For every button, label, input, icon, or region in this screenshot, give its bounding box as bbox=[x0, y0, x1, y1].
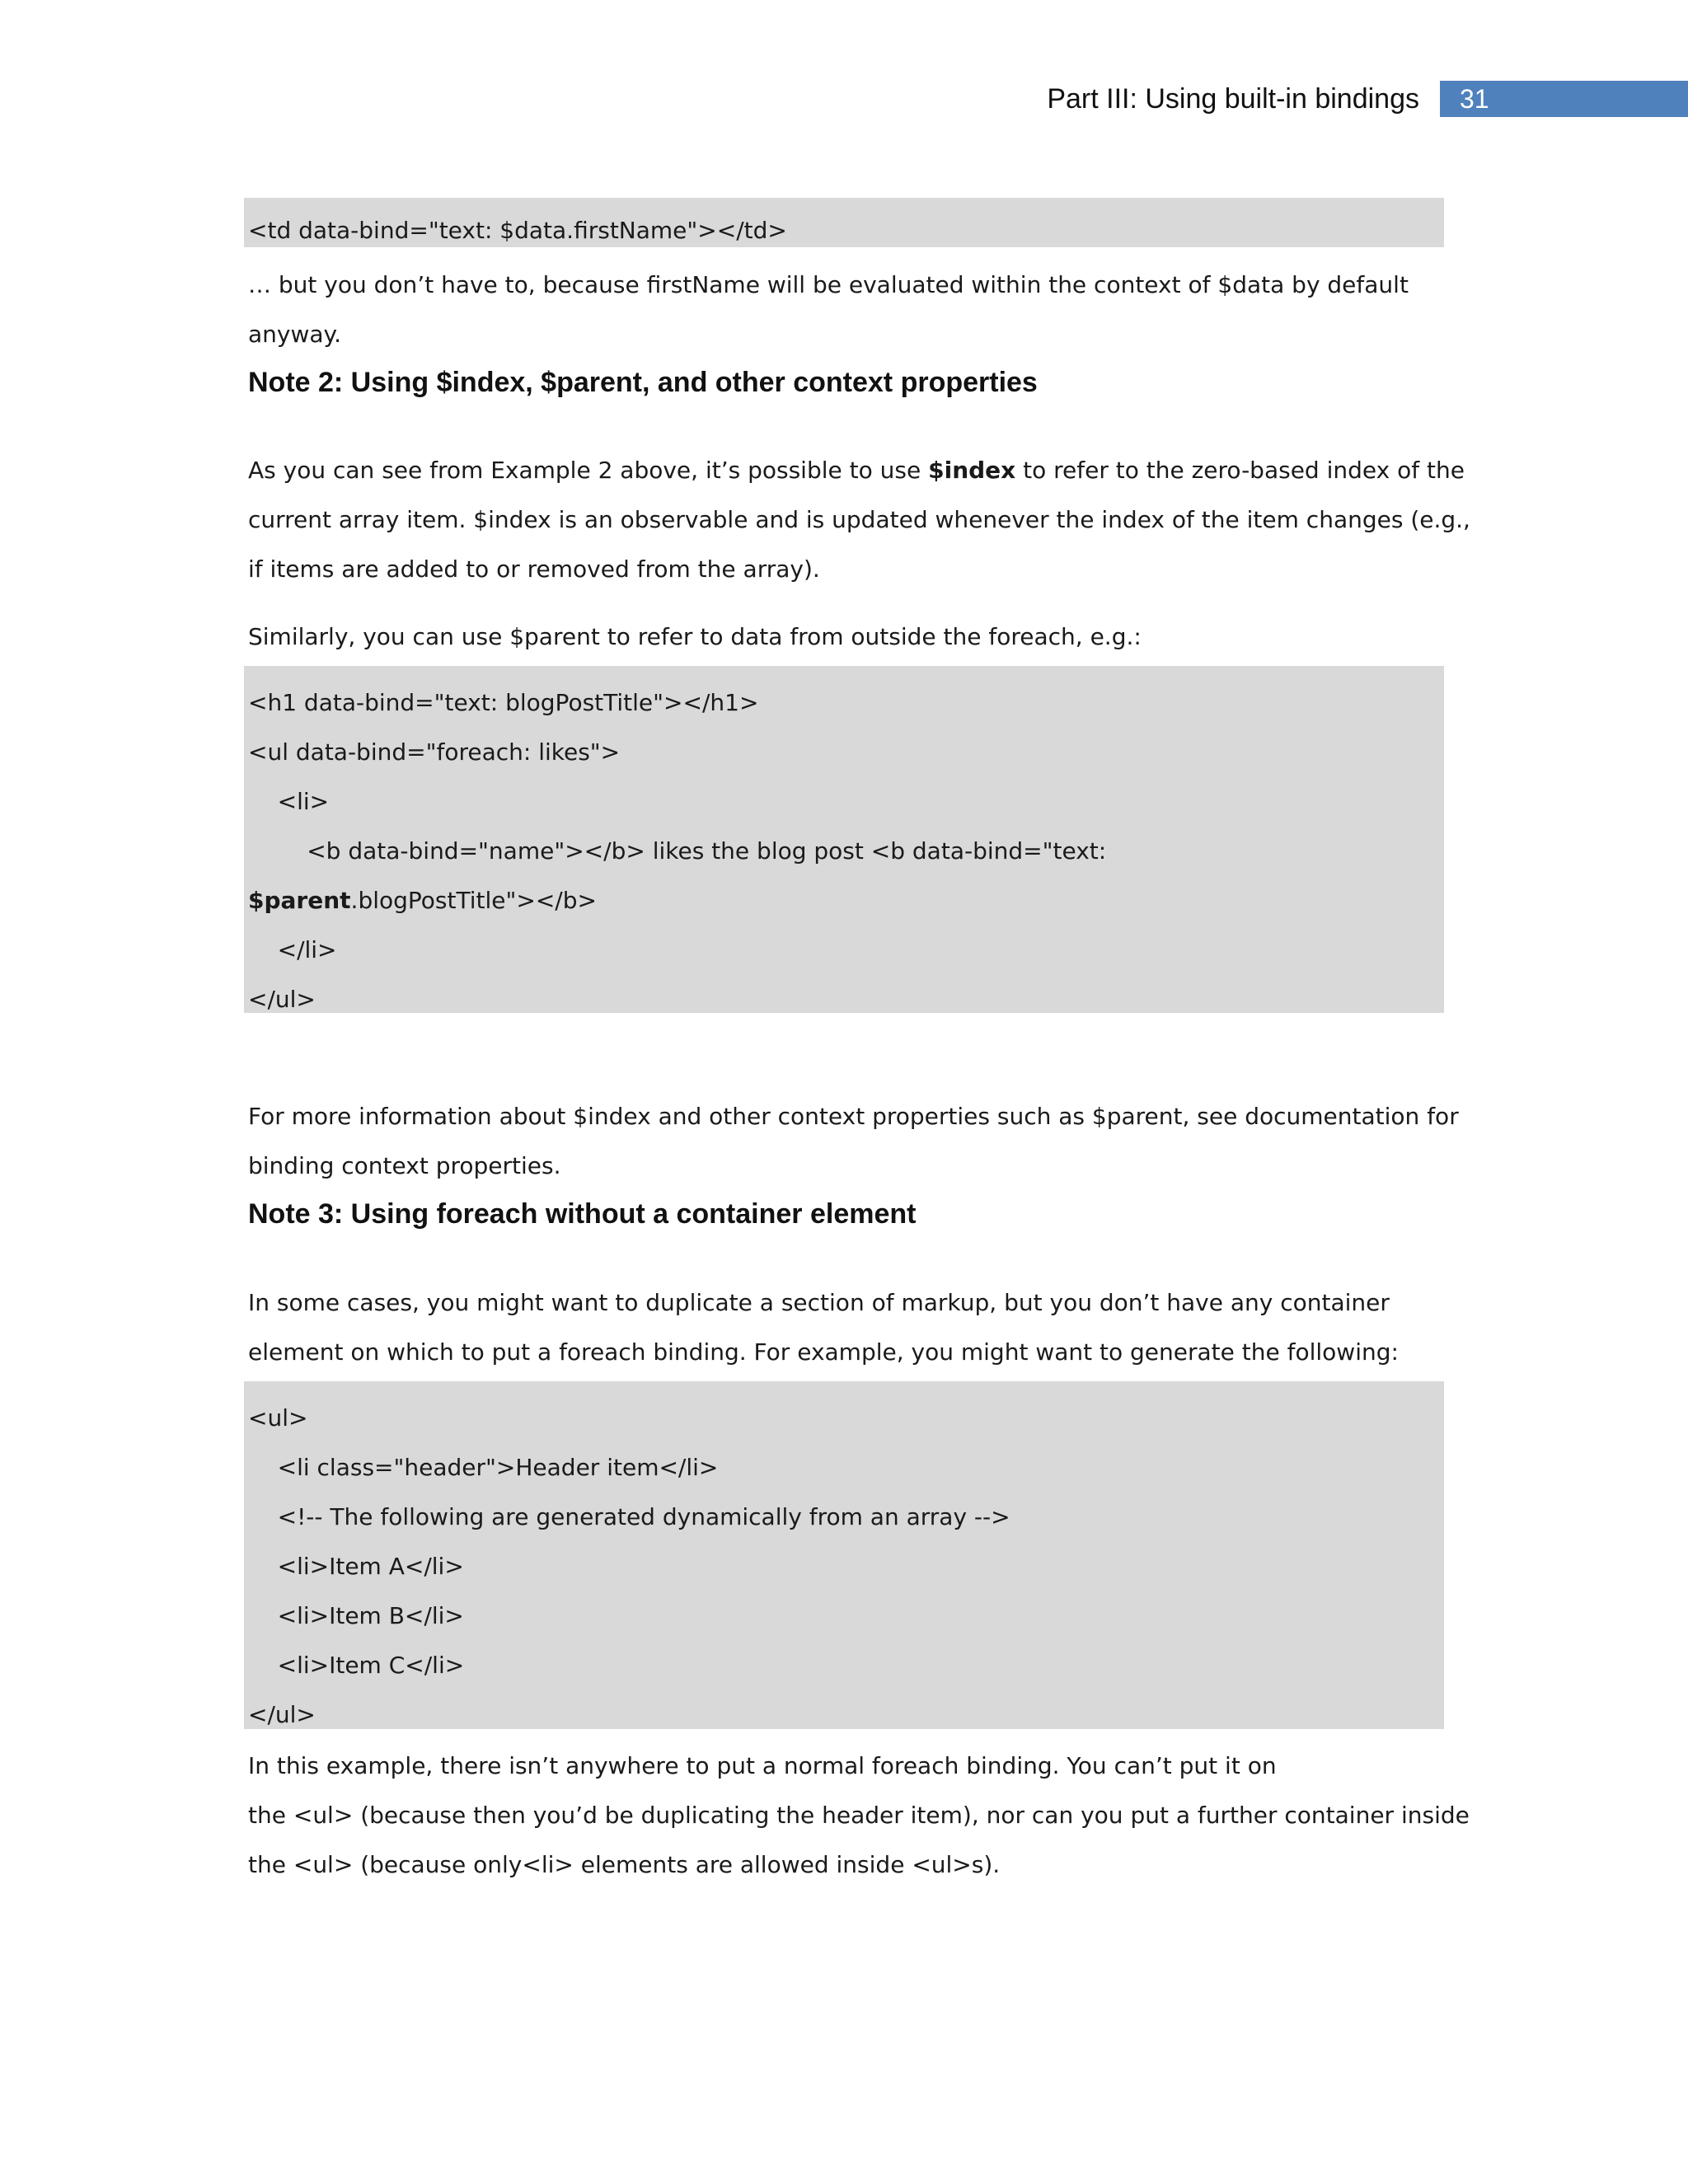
paragraph-line: In this example, there isn’t anywhere to put a normal foreach binding. You can’t put it on bbox=[248, 1752, 1277, 1779]
index-keyword: $index bbox=[928, 457, 1016, 484]
paragraph-line: current array item. $index is an observable and is updated whenever the index of the item changes (e.g., bbox=[248, 506, 1470, 533]
paragraph-text: to refer to the zero-based index of the bbox=[1015, 457, 1465, 484]
paragraph-container bbox=[244, 1286, 1444, 1369]
paragraph-line: … but you don’t have to, because firstName will be evaluated within the context of $data by default bbox=[248, 271, 1409, 298]
code-line: </ul> bbox=[248, 1701, 316, 1728]
note3-heading: Note 3: Using foreach without a container element bbox=[248, 1198, 917, 1230]
paragraph-line: For more information about $index and other context properties such as $parent, see documentation for bbox=[248, 1103, 1459, 1130]
paragraph-line: binding context properties. bbox=[248, 1152, 561, 1179]
paragraph-no-container bbox=[244, 1750, 1470, 1882]
page-number: 31 bbox=[1460, 84, 1489, 114]
code-line bbox=[248, 884, 597, 917]
code-line: <!-- The following are generated dynamically from an array --> bbox=[248, 1503, 1010, 1530]
code-line: <ul> bbox=[248, 1404, 308, 1432]
code-block-td bbox=[244, 198, 1444, 247]
parent-keyword: $parent bbox=[248, 887, 351, 914]
code-text: .blogPostTitle"></b> bbox=[350, 887, 597, 914]
code-line: <b data-bind="name"></b> likes the blog post <b data-bind="text: bbox=[248, 837, 1107, 865]
paragraph-line: Similarly, you can use $parent to refer to data from outside the foreach, e.g.: bbox=[248, 623, 1142, 650]
code-line: <li> bbox=[248, 788, 330, 815]
paragraph-line bbox=[248, 454, 1465, 487]
page-number-bar bbox=[1440, 81, 1688, 117]
code-line: <td data-bind="text: $data.firstName"></td> bbox=[248, 217, 787, 244]
paragraph-text: As you can see from Example 2 above, it’s possible to use bbox=[248, 457, 929, 484]
code-line: <li class="header">Header item</li> bbox=[248, 1454, 719, 1481]
code-line: </li> bbox=[248, 936, 337, 963]
code-line: <h1 data-bind="text: blogPostTitle"></h1> bbox=[248, 689, 759, 716]
paragraph-line: element on which to put a foreach binding. For example, you might want to generate the following: bbox=[248, 1338, 1399, 1366]
paragraph-parent bbox=[244, 621, 1444, 654]
code-block-list bbox=[244, 1381, 1444, 1729]
header-title: Part III: Using built-in bindings bbox=[1047, 83, 1419, 115]
code-line: <ul data-bind="foreach: likes"> bbox=[248, 738, 621, 766]
paragraph-line: the <ul> (because only<li> elements are allowed inside <ul>s). bbox=[248, 1851, 1001, 1878]
paragraph-firstname bbox=[244, 269, 1444, 351]
note2-heading: Note 2: Using $index, $parent, and other context properties bbox=[248, 367, 1038, 398]
paragraph-line: the <ul> (because then you’d be duplicating the header item), nor can you put a further container inside bbox=[248, 1802, 1470, 1829]
code-line: <li>Item B</li> bbox=[248, 1602, 464, 1629]
page-header bbox=[0, 79, 1688, 119]
paragraph-line: In some cases, you might want to duplicate a section of markup, but you don’t have any container bbox=[248, 1289, 1390, 1316]
code-line: <li>Item C</li> bbox=[248, 1652, 465, 1679]
paragraph-index bbox=[244, 454, 1470, 586]
code-line: <li>Item A</li> bbox=[248, 1553, 464, 1580]
paragraph-line: anyway. bbox=[248, 321, 342, 348]
code-block-likes bbox=[244, 666, 1444, 1013]
paragraph-line: if items are added to or removed from the array). bbox=[248, 555, 820, 583]
code-line: </ul> bbox=[248, 986, 316, 1013]
paragraph-more-info bbox=[244, 1100, 1459, 1183]
